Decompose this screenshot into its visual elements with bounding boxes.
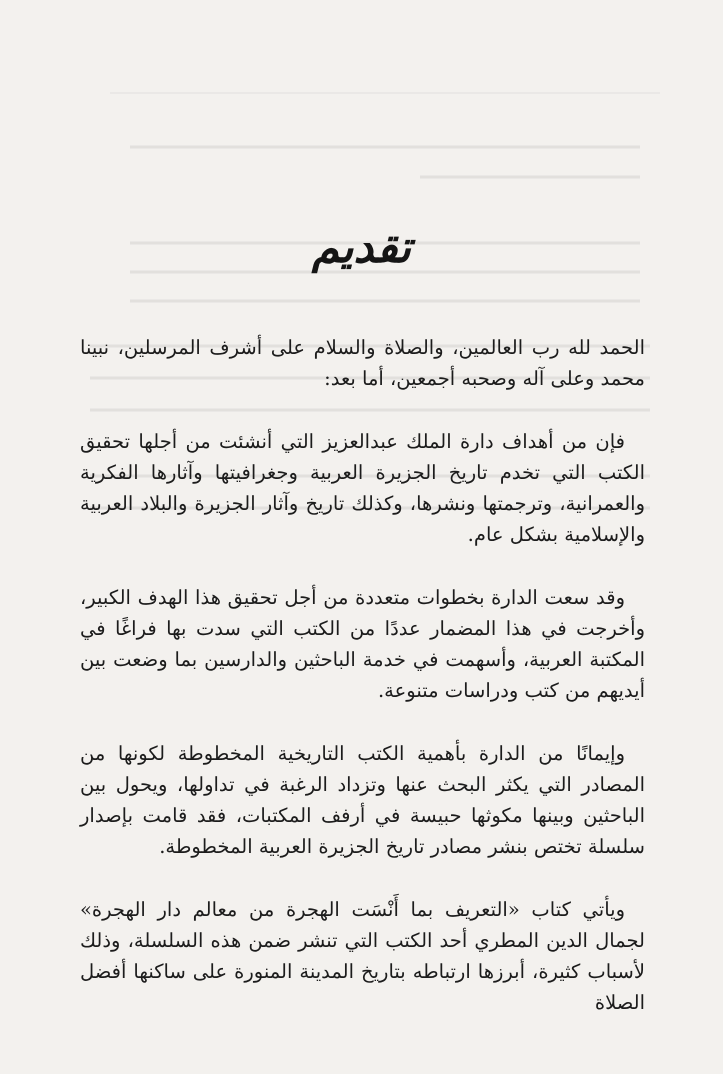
heading-container: [0, 222, 723, 292]
paragraph-2: فإن من أهداف دارة الملك عبدالعزيز التي أنشئت من أجلها تحقيق الكتب التي تخدم تاريخ الجزيرة العربية وجغرافيتها وآثارها الفكرية والعمرانية، وترجمتها ونشرها، وكذلك تاريخ وآثار الجزيرة والبلاد العربية والإسلامية بشكل عام.: [80, 430, 645, 546]
paragraph-4: وإيمانًا من الدارة بأهمية الكتب التاريخية المخطوطة لكونها من المصادر التي يكثر البحث عنها وتزداد الرغبة في تداولها، ويحول بين الباحثين وبينها مكوثها حبيسة في أرفف المكتبات، فقد قامت بإصدار سلسلة تختص بنشر مصادر تاريخ الجزيرة العربية المخطوطة.: [80, 742, 645, 858]
paragraph-3: وقد سعت الدارة بخطوات متعددة من أجل تحقيق هذا الهدف الكبير، وأخرجت في هذا المضمار عددًا من الكتب التي سدت بها فراغًا في المكتبة العربية، وأسهمت في خدمة الباحثين والدارسين بما وضعت بين أيديهم من كتب ودراسات متنوعة.: [80, 586, 645, 702]
page-title: تقديم: [311, 222, 412, 273]
paragraph-1: الحمد لله رب العالمين، والصلاة والسلام على أشرف المرسلين، نبينا محمد وعلى آله وصحبه أجمعين، أما بعد:: [80, 336, 645, 390]
paragraph-5: ويأتي كتاب «التعريف بما أَنْسَت الهجرة من معالم دار الهجرة» لجمال الدين المطري أحد الكتب التي تنشر ضمن هذه السلسلة، وذلك لأسباب كثيرة، أبرزها ارتباطه بتاريخ المدينة المنورة على ساكنها أفضل الصلاة: [80, 898, 645, 1014]
body-text: [80, 332, 645, 1050]
